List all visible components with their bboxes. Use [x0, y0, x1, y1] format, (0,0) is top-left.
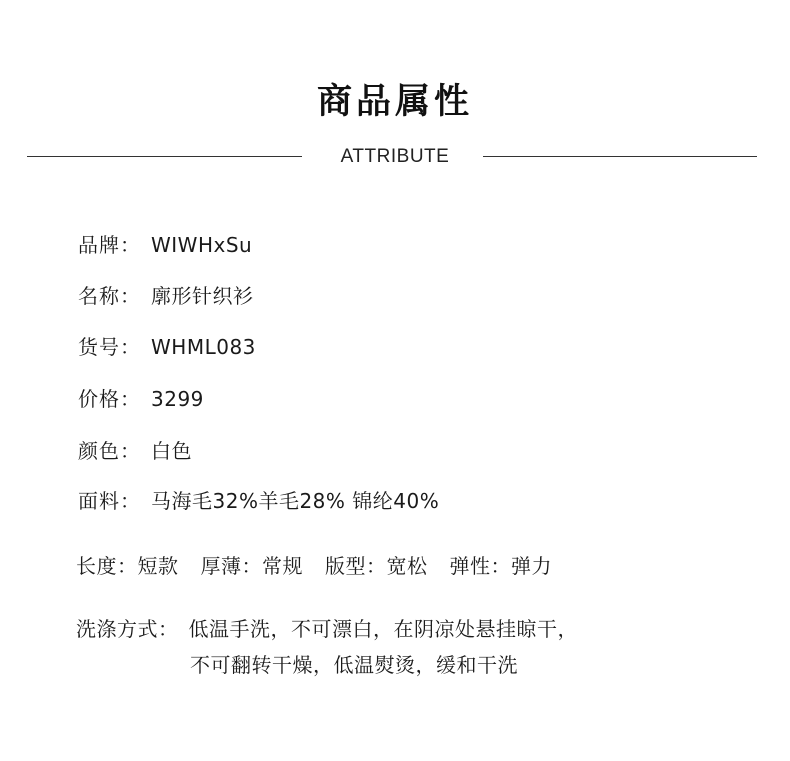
attribute-label: 价格： — [78, 387, 141, 411]
spec-elasticity: 弹性：弹力 — [449, 554, 552, 578]
attribute-label: 名称： — [78, 284, 141, 308]
attribute-label: 品牌： — [78, 233, 141, 257]
page-title: 商品属性 — [316, 82, 473, 122]
attribute-label: 货号： — [78, 335, 141, 359]
spec-thickness: 厚薄：常规 — [200, 554, 303, 578]
care-text-line1: 低温手洗，不可漂白，在阴凉处悬挂晾干， — [188, 617, 578, 641]
spec-length: 长度：短款 — [76, 554, 179, 578]
care-instructions — [76, 614, 578, 644]
care-label: 洗涤方式： — [76, 617, 179, 641]
attribute-row-price — [78, 384, 204, 414]
page-subtitle: ATTRIBUTE — [340, 146, 450, 167]
attribute-value: 马海毛32%羊毛28% 锦纶40% — [151, 489, 440, 513]
care-text-line2: 不可翻转干燥，低温熨烫，缓和干洗 — [190, 653, 518, 677]
attribute-row-fabric — [78, 486, 439, 516]
attribute-label: 颜色： — [78, 439, 141, 463]
attribute-value: 3299 — [151, 387, 204, 411]
spec-row — [76, 551, 574, 581]
attribute-row-color — [78, 436, 192, 466]
attribute-value: 白色 — [151, 439, 192, 463]
spec-fit: 版型：宽松 — [325, 554, 428, 578]
attribute-label: 面料： — [78, 489, 141, 513]
attribute-row-name — [78, 281, 254, 311]
attribute-value: WIWHxSu — [151, 233, 253, 257]
attribute-value: WHML083 — [151, 335, 256, 359]
attribute-row-brand — [78, 230, 252, 260]
attribute-row-sku — [78, 332, 256, 362]
divider-right — [483, 156, 757, 157]
attribute-value: 廓形针织衫 — [151, 284, 254, 308]
